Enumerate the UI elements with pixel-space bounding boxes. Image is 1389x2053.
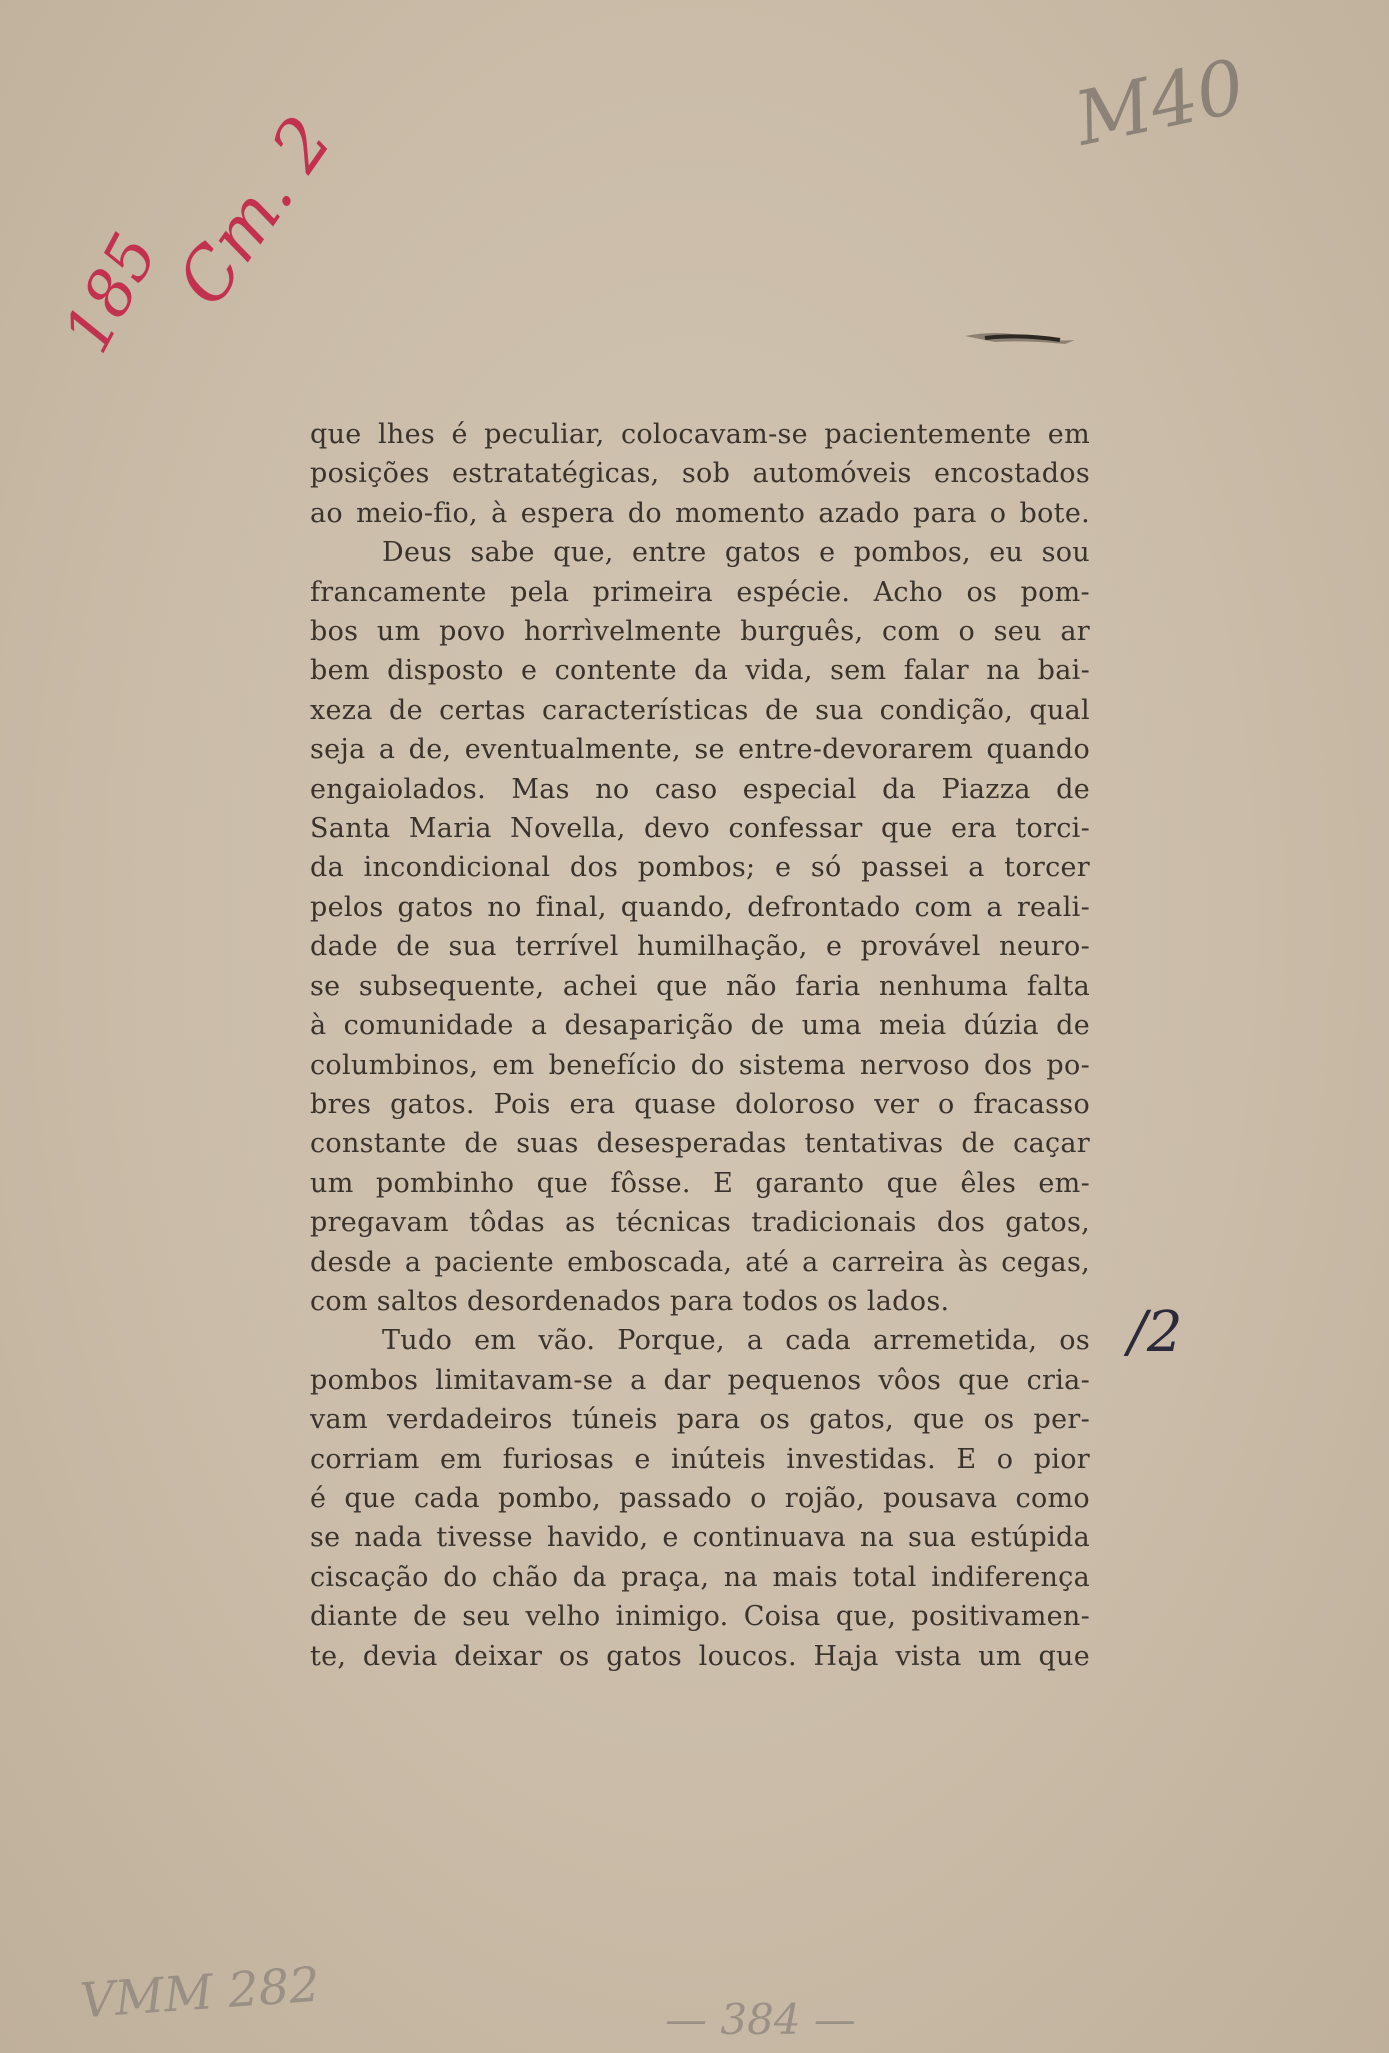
text-line: um pombinho que fôsse. E garanto que êles em- bbox=[310, 1167, 1090, 1199]
text-line: pelos gatos no final, quando, defrontado com a reali- bbox=[310, 891, 1090, 923]
text-line: pregavam tôdas as técnicas tradicionais dos gatos, bbox=[310, 1207, 1090, 1239]
text-line: columbinos, em benefício do sistema nervoso dos po- bbox=[310, 1049, 1090, 1081]
body-text bbox=[310, 415, 1090, 1676]
paper-tear-mark bbox=[965, 326, 1075, 348]
text-line: se subsequente, achei que não faria nenhuma falta bbox=[310, 970, 1090, 1002]
text-line: pombos limitavam-se a dar pequenos vôos que cria- bbox=[310, 1364, 1090, 1396]
text-line: bres gatos. Pois era quase doloroso ver o fracasso bbox=[310, 1088, 1090, 1120]
text-line: Santa Maria Novella, devo confessar que era torci- bbox=[310, 813, 1090, 845]
text-line: desde a paciente emboscada, até a carreira às cegas, bbox=[310, 1246, 1090, 1278]
pencil-mark-bottom-left: VMM 282 bbox=[78, 1956, 322, 2030]
text-line: é que cada pombo, passado o rojão, pousava como bbox=[310, 1482, 1090, 1514]
text-line: da incondicional dos pombos; e só passei a torcer bbox=[310, 852, 1090, 884]
text-line: xeza de certas características de sua condição, qual bbox=[310, 694, 1090, 726]
text-line: vam verdadeiros túneis para os gatos, que os per- bbox=[310, 1404, 1090, 1436]
pencil-mark-top-right: M40 bbox=[1067, 43, 1253, 163]
text-line: posições estratatégicas, sob automóveis encostados bbox=[310, 458, 1090, 490]
text-line: bos um povo horrìvelmente burguês, com o seu ar bbox=[310, 616, 1090, 648]
page-number: — 384 — bbox=[665, 1995, 856, 2044]
text-line: que lhes é peculiar, colocavam-se pacientemente em bbox=[310, 419, 1090, 450]
red-handwritten-mark-2: Cm. 2 bbox=[160, 101, 349, 321]
text-line: à comunidade a desaparição de uma meia dúzia de bbox=[310, 1010, 1090, 1042]
text-line: se nada tivesse havido, e continuava na sua estúpida bbox=[310, 1522, 1090, 1554]
text-line: Deus sabe que, entre gatos e pombos, eu sou bbox=[382, 537, 1090, 569]
text-line: te, devia deixar os gatos loucos. Haja vista um que bbox=[310, 1640, 1090, 1672]
text-line: com saltos desordenados para todos os lados. bbox=[310, 1285, 950, 1317]
text-line: bem disposto e contente da vida, sem falar na bai- bbox=[310, 655, 1090, 687]
text-line: seja a de, eventualmente, se entre-devorarem quando bbox=[310, 734, 1090, 766]
text-line: corriam em furiosas e inúteis investidas. E o pior bbox=[310, 1443, 1090, 1475]
text-line: engaiolados. Mas no caso especial da Piazza de bbox=[310, 773, 1090, 805]
margin-handwritten-mark: /2 bbox=[1128, 1300, 1183, 1365]
text-line: constante de suas desesperadas tentativas de caçar bbox=[310, 1128, 1090, 1160]
text-line: ciscação do chão da praça, na mais total indiferença bbox=[310, 1561, 1090, 1593]
text-line: dade de sua terrível humilhação, e provável neuro- bbox=[310, 931, 1090, 963]
text-line: ao meio-fio, à espera do momento azado para o bote. bbox=[310, 497, 1090, 529]
red-handwritten-mark-1: 185 bbox=[50, 222, 173, 365]
text-line: francamente pela primeira espécie. Acho os pom- bbox=[310, 576, 1090, 608]
text-line: diante de seu velho inimigo. Coisa que, positivamen- bbox=[310, 1601, 1090, 1633]
text-line: Tudo em vão. Porque, a cada arremetida, os bbox=[382, 1325, 1090, 1357]
